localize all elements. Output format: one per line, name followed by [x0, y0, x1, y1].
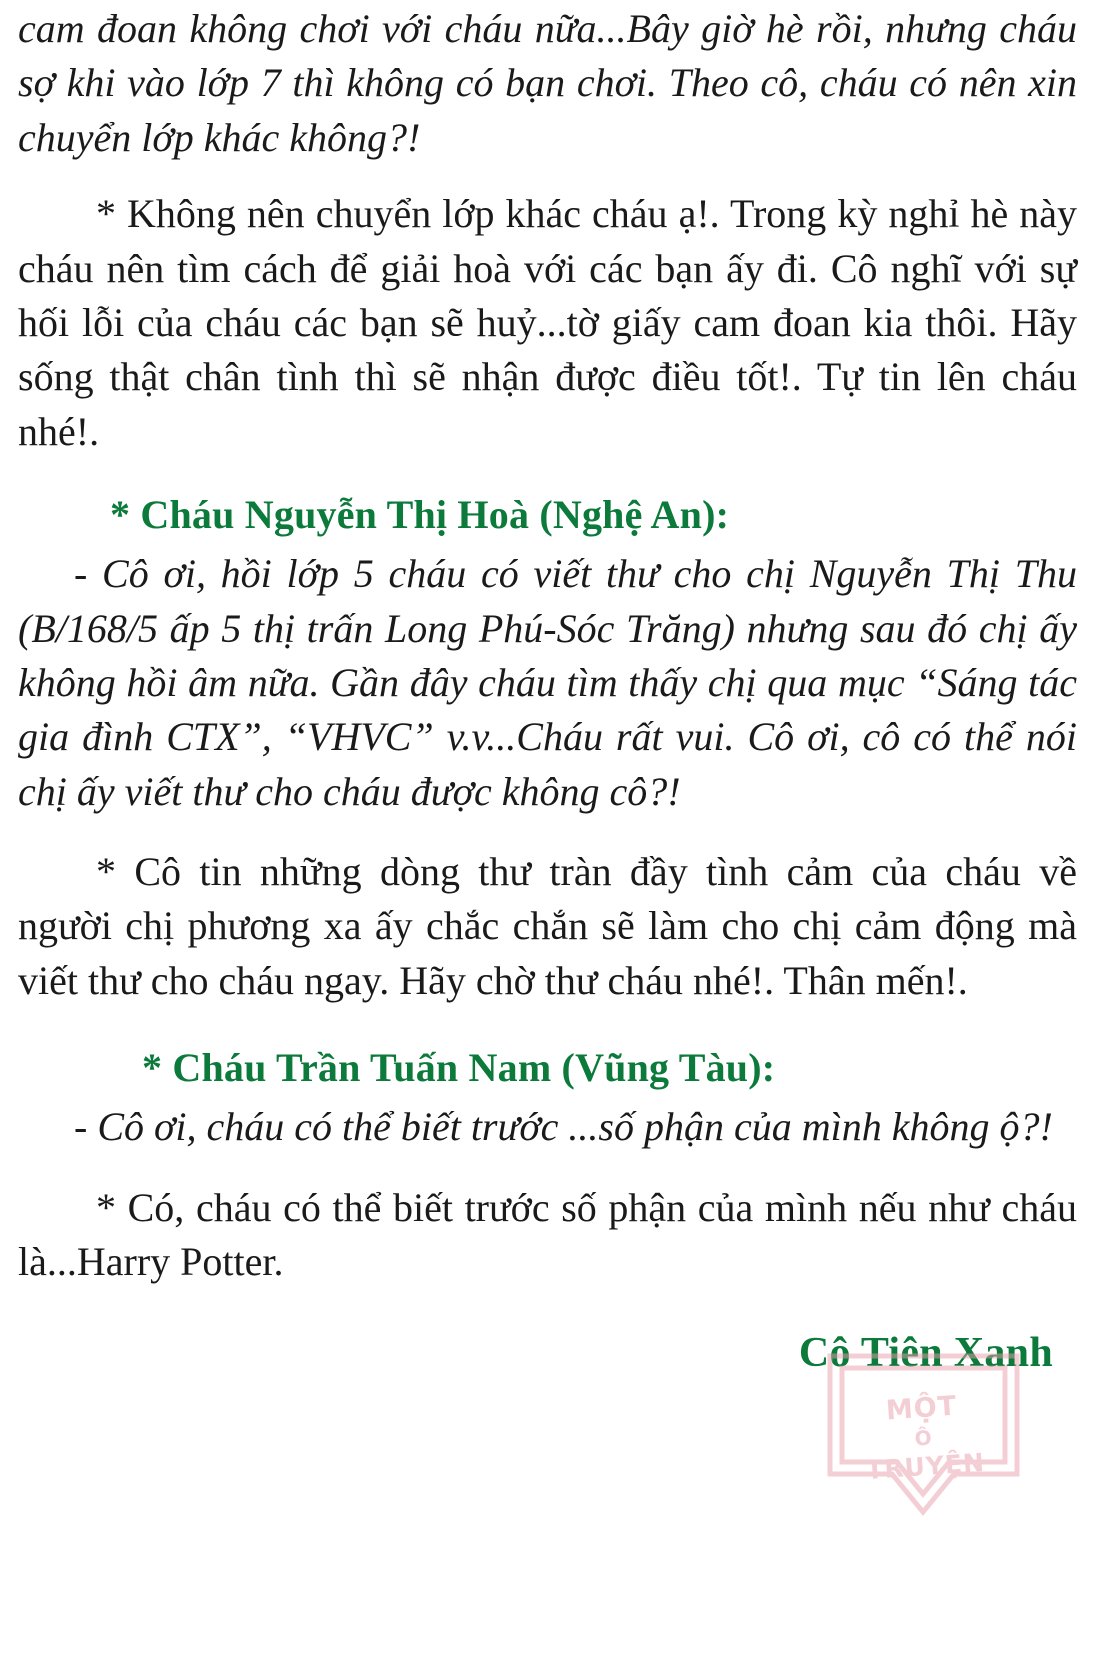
- answer-tran-tuan-nam: * Có, cháu có thể biết trước số phận của mình nếu như cháu là...Harry Potter.: [18, 1184, 1077, 1285]
- author-signature: Cô Tiên Xanh: [798, 1330, 1053, 1377]
- paragraph-answer-intro: * Không nên chuyển lớp khác cháu ạ!. Trong kỳ nghỉ hè này cháu nên tìm cách để giải hoà với các bạn ấy đi. Cô nghĩ với sự hối lỗi của cháu các bạn sẽ huỷ...tờ giấy cam đoan kia thôi. Hãy sống thật chân tình thì sẽ nhận được điều tốt!. Tự tin lên cháu nhé!.: [18, 191, 1077, 454]
- answer-nguyen-thi-hoa: * Cô tin những dòng thư tràn đầy tình cảm của cháu về người chị phương xa ấy chắc chắn sẽ làm cho chị cảm động mà viết thư cho cháu ngay. Hãy chờ thư cháu nhé!. Thân mến!.: [18, 849, 1077, 1003]
- question-tran-tuan-nam: - Cô ơi, cháu có thể biết trước ...số phận của mình không ộ?!: [74, 1104, 1053, 1150]
- section-heading-nguyen-thi-hoa: * Cháu Nguyễn Thị Hoà (Nghệ An):: [110, 492, 730, 538]
- watermark-line-1: MỘT: [884, 1390, 959, 1427]
- paragraph-continuation: cam đoan không chơi với cháu nữa...Bây giờ hè rồi, nhưng cháu sợ khi vào lớp 7 thì không có bạn chơi. Theo cô, cháu có nên xin chuyển lớp khác không?!: [18, 6, 1077, 160]
- question-nguyen-thi-hoa: - Cô ơi, hồi lớp 5 cháu có viết thư cho chị Nguyễn Thị Thu (B/168/5 ấp 5 thị trấn Long Phú-Sóc Trăng) nhưng sau đó chị ấy không hồi âm nữa. Gần đây cháu tìm thấy chị qua mục “Sáng tác gia đình CTX”, “VHVC” v.v...Cháu rất vui. Cô ơi, cô có thể nói chị ấy viết thư cho cháu được không cô?!: [18, 551, 1077, 814]
- section-heading-tran-tuan-nam: * Cháu Trần Tuấn Nam (Vũng Tàu):: [142, 1045, 776, 1091]
- watermark-line-3: TRUYỆN: [865, 1447, 986, 1486]
- watermark-line-2: Ô: [913, 1425, 934, 1451]
